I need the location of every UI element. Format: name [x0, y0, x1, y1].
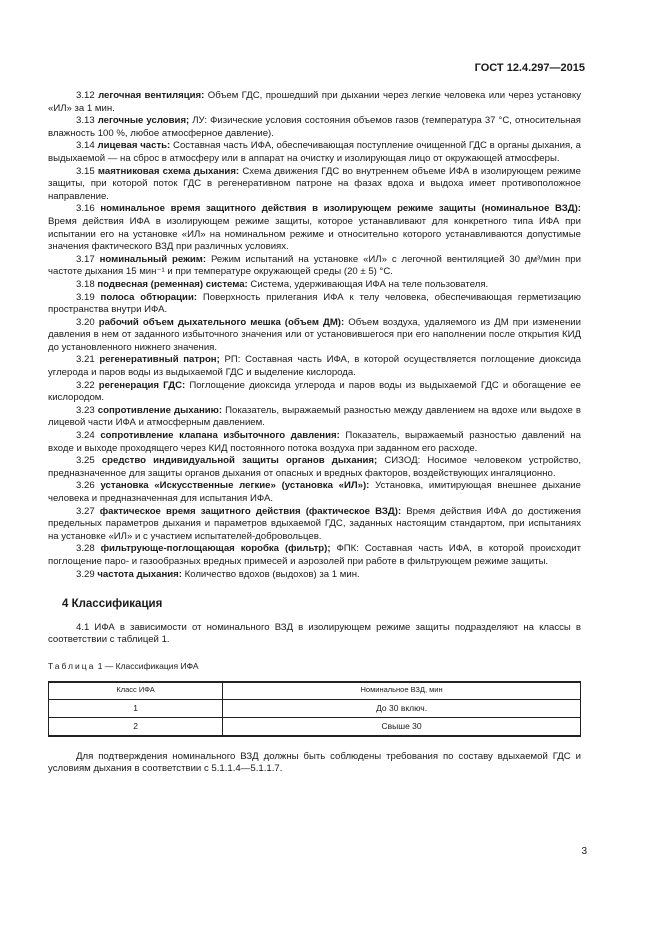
definition-text: СИЗОД: Носимое человеком устройство, предназначенное для защиты органов дыхания от опасных и вредных факторов, воздействующих ингаляционно. [48, 455, 582, 479]
table-cell-duration: Свыше 30 [223, 717, 581, 736]
definition-number: 3.24 [76, 430, 95, 442]
definition-term: фильтрующе-поглощающая коробка (фильтр); [100, 543, 331, 555]
definition-item [48, 354, 581, 379]
definition-item [48, 203, 581, 253]
definition-term: средство индивидуальной защиты органов дыхания; [101, 455, 378, 467]
definition-text: Показатель, выражаемый разностью между давлением на вдохе или выдохе в лицевой части ИФА и атмосферным давлением. [48, 404, 581, 429]
definition-item [48, 405, 581, 430]
definition-number: 3.18 [76, 278, 95, 290]
definition-term: частота дыхания: [97, 568, 182, 580]
definition-term: номинальное время защитного действия в изолирующем режиме защиты (номинальное ВЗД): [100, 203, 581, 215]
table-header-duration: Номинальное ВЗД, мин [223, 682, 581, 700]
definition-term: установка «Искусственные легкие» (установка «ИЛ»): [100, 480, 370, 492]
definition-term: легочные условия; [97, 115, 190, 127]
definition-term: подвесная (ременная) система: [97, 278, 248, 290]
definition-term: маятниковая схема дыхания: [97, 165, 240, 177]
definition-text: РП: Составная часть ИФА, в которой осуществляется поглощение диоксида углерода и паров воды из выдыхаемой ГДС и выделение кислорода. [48, 354, 582, 379]
definition-item [48, 317, 581, 355]
definition-item [48, 166, 581, 204]
definition-term: рабочий объем дыхательного мешка (объем ДМ): [98, 316, 345, 328]
classification-table [48, 681, 581, 737]
definition-term: лицевая часть: [97, 140, 171, 152]
definition-term: регенерация ГДС: [98, 379, 186, 391]
definition-text: Схема движения ГДС во внутреннем объеме ИФА в изолирующем режиме защиты, при которой поток ГДС в регенеративном патроне на фазах вдоха и выдоха имеет противоположное направление. [48, 165, 581, 202]
definition-text: ЛУ: Физические условия состояния объемов газов (температура 37 °С, относительная влажность 100 %, любое атмосферное давление). [48, 115, 581, 139]
definition-number: 3.20 [76, 316, 95, 328]
table-row [49, 717, 581, 736]
definition-text: Время действия ИФА в изолирующем режиме защиты, которое устанавливают для конкретного типа ИФА при испытании его на установке «ИЛ» на номинальном режиме и относительно которого устанавливаются допустимые значения фактического ВЗД при различных условиях. [48, 215, 581, 253]
definition-number: 3.19 [76, 291, 95, 303]
definition-text: Количество вдохов (выдохов) за 1 мин. [181, 568, 360, 580]
page-content [48, 90, 581, 776]
table-cell-duration: До 30 включ. [223, 699, 581, 717]
definition-item [48, 254, 581, 279]
definitions-list [48, 90, 581, 581]
definition-number: 3.16 [76, 203, 95, 215]
definition-number: 3.25 [76, 455, 95, 467]
classification-paragraph: 4.1 ИФА в зависимости от номинального ВЗД в изолирующем режиме защиты подразделяют на классы в соответствии с таблицей 1. [48, 621, 581, 646]
definition-number: 3.27 [76, 505, 95, 517]
definition-text: Поверхность прилегания ИФА к телу человека, обеспечивающая герметизацию пространства внутри ИФА. [48, 291, 581, 316]
table-caption-text: 1 — Классификация ИФА [95, 660, 199, 671]
table-cell-class: 2 [49, 717, 223, 736]
definition-item [48, 506, 581, 544]
document-code: ГОСТ 12.4.297—2015 [474, 62, 585, 74]
definition-text: ФПК: Составная часть ИФА, в которой происходит поглощение паро- и газообразных вредных примесей и аэрозолей при работе в фильтрующем режиме защиты. [48, 543, 582, 567]
definition-term: сопротивление дыханию: [97, 404, 223, 416]
definition-number: 3.23 [76, 404, 95, 416]
definition-term: номинальный режим: [99, 253, 207, 265]
definition-number: 3.15 [76, 165, 95, 177]
definition-item [48, 115, 581, 140]
table-row [49, 699, 581, 717]
definition-number: 3.12 [76, 90, 95, 101]
definition-text: Время действия ИФА до достижения предельных параметров дыхания и параметров вдыхаемой ГДС, заданных настоящим стандартом, при испытаниях на установке «ИЛ» и с участием испытателей-добровольцев. [48, 505, 581, 542]
definition-text: Установка, имитирующая внешнее дыхание человека и предназначенная для испытания ИФА. [48, 480, 581, 504]
definition-term: сопротивление клапана избыточного давления: [100, 430, 340, 442]
table-caption [48, 660, 581, 673]
definition-number: 3.29 [76, 568, 95, 580]
definition-text: Система, удерживающая ИФА на теле пользователя. [247, 278, 489, 290]
definition-text: Объем ГДС, прошедший при дыхании через легкие человека или через установку «ИЛ» за 1 мин. [48, 90, 581, 114]
definition-item [48, 140, 581, 165]
definition-item [48, 380, 581, 405]
section-title: 4 Классификация [62, 598, 163, 611]
definition-item [48, 569, 581, 582]
definition-text: Составная часть ИФА, обеспечивающая поступление очищенной ГДС в органы дыхания, а выдыхаемой — на сброс в атмосферу или в аппарат на очистку и изолирующая лицо от окружающей атмосферы. [48, 140, 581, 164]
definition-term: фактическое время защитного действия (фактическое ВЗД): [99, 505, 402, 517]
definition-text: Показатель, выражаемый разностью давлений на входе и выходе проходящего через КИД постоянного потока воздуха при заданном его расходе. [48, 430, 581, 454]
definition-term: легочная вентиляция: [98, 90, 205, 101]
definition-text: Объем воздуха, удаляемого из ДМ при изменении давления в нем от заданного избыточного значения или от установившегося при его наполнении после открытия КИД до установленного нижнего значения. [48, 316, 581, 353]
confirmation-paragraph: Для подтверждения номинального ВЗД должны быть соблюдены требования по составу вдыхаемой ГДС и условиям дыхания в соответствии с 5.1.1.4—5.1.1.7. [48, 750, 581, 775]
definition-number: 3.21 [76, 354, 95, 366]
definition-text: Режим испытаний на установке «ИЛ» с легочной вентиляцией 30 дм³/мин при частоте дыхания 15 мин⁻¹ и при температуре окружающей среды (20 ± 5) °С. [48, 253, 581, 278]
table-header-class: Класс ИФА [49, 682, 223, 700]
definition-item [48, 279, 581, 292]
definition-number: 3.26 [76, 480, 95, 492]
definition-number: 3.13 [76, 115, 95, 127]
definition-text: Поглощение диоксида углерода и паров воды из выдыхаемой ГДС и обогащение ее кислородом. [48, 379, 581, 404]
definition-term: регенеративный патрон; [99, 354, 220, 366]
definition-item [48, 292, 581, 317]
table-cell-class: 1 [49, 699, 223, 717]
definition-term: полоса обтюрации: [100, 291, 198, 303]
definition-item [48, 430, 581, 455]
page-number: 3 [581, 846, 587, 857]
definition-item [48, 455, 581, 480]
definition-number: 3.22 [76, 379, 95, 391]
definition-number: 3.17 [76, 253, 95, 265]
definition-item [48, 543, 581, 568]
definition-number: 3.28 [76, 543, 95, 555]
definition-item [48, 480, 581, 505]
definition-number: 3.14 [76, 140, 95, 152]
definition-item [48, 90, 581, 115]
table-caption-prefix: Таблица [48, 660, 96, 671]
